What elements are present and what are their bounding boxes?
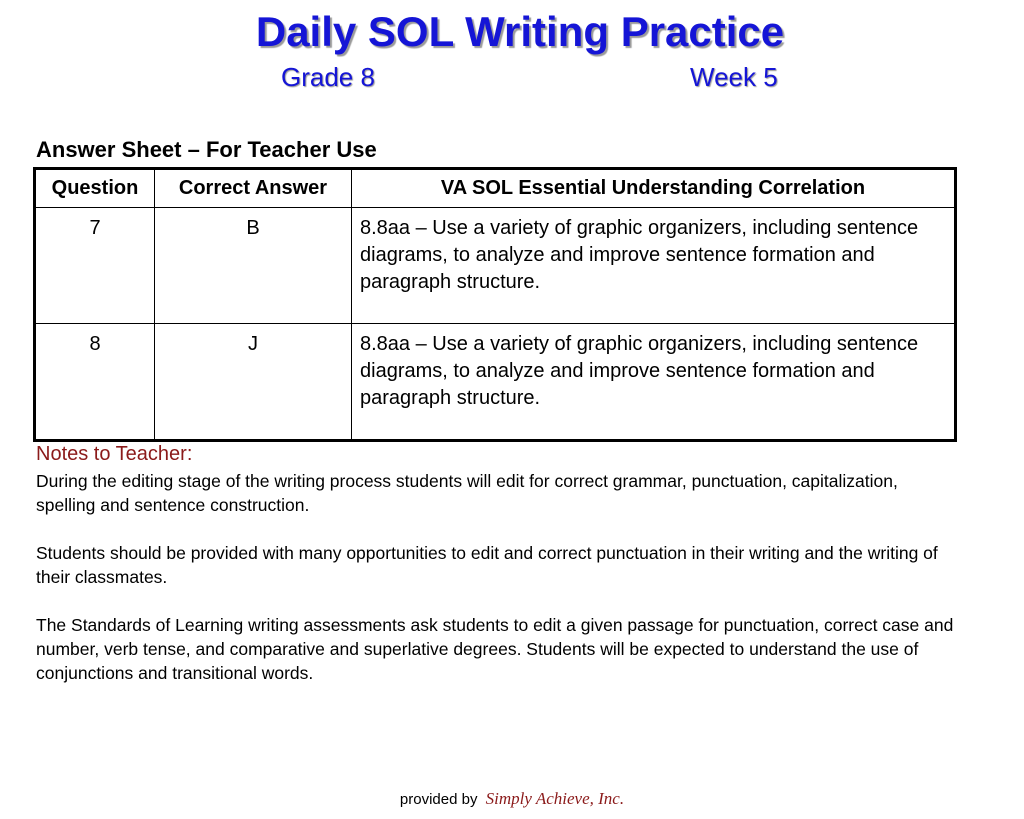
column-header-question: Question — [35, 169, 155, 208]
page-title: Daily SOL Writing Practice — [255, 8, 785, 55]
question-cell: 8 — [35, 324, 155, 441]
column-header-correlation: VA SOL Essential Understanding Correlation — [352, 169, 956, 208]
column-header-correct-answer: Correct Answer — [155, 169, 352, 208]
notes-paragraph: During the editing stage of the writing process students will edit for correct grammar, punctuation, capitalization, spelling and sentence construction. — [36, 471, 898, 515]
answer-cell: J — [155, 324, 352, 441]
table-row — [35, 208, 956, 324]
week-label: Week 5 — [690, 62, 778, 92]
footer-brand: Simply Achieve, Inc. — [485, 789, 625, 808]
answer-sheet-heading: Answer Sheet – For Teacher Use — [36, 137, 377, 162]
table-row — [35, 324, 956, 441]
footer — [0, 789, 1024, 809]
answer-cell: B — [155, 208, 352, 324]
notes-heading: Notes to Teacher: — [36, 443, 193, 465]
table-header-row — [35, 169, 956, 208]
answer-table — [33, 167, 957, 442]
notes-body — [36, 469, 956, 709]
correlation-cell: 8.8aa – Use a variety of graphic organizers, including sentence diagrams, to analyze and improve sentence formation and paragraph structure. — [352, 324, 956, 441]
notes-paragraph: Students should be provided with many opportunities to edit and correct punctuation in their writing and the writing of their classmates. — [36, 543, 938, 587]
notes-paragraph: The Standards of Learning writing assessments ask students to edit a given passage for punctuation, correct case and number, verb tense, and comparative and superlative degrees. Students will be expected to understand the use of conjunctions and transitional words. — [36, 615, 954, 683]
correlation-cell: 8.8aa – Use a variety of graphic organizers, including sentence diagrams, to analyze and improve sentence formation and paragraph structure. — [352, 208, 956, 324]
question-cell: 7 — [35, 208, 155, 324]
grade-label: Grade 8 — [281, 62, 375, 92]
footer-prefix: provided by — [399, 791, 478, 808]
